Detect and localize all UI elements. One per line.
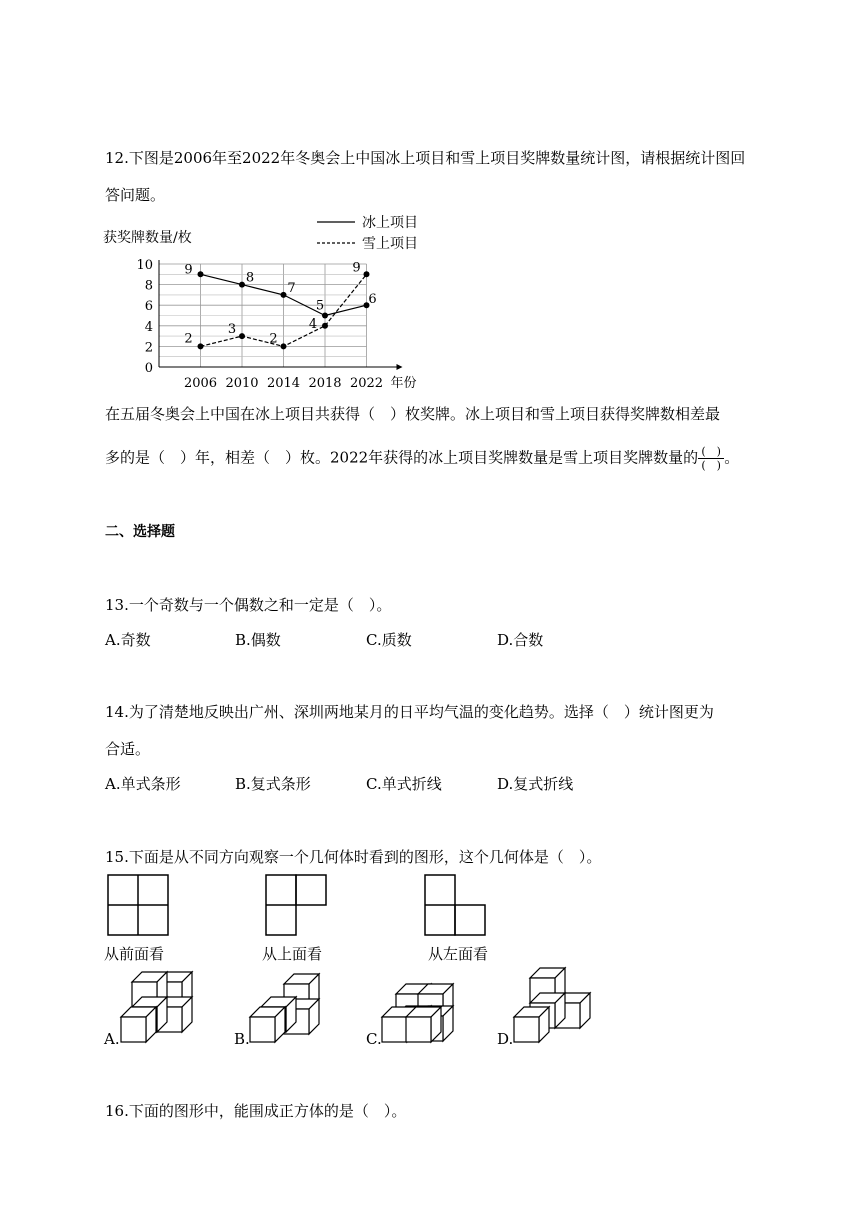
q13-text: 13.一个奇数与一个偶数之和一定是（ ）。 <box>105 596 392 614</box>
legend-label: 雪上项目 <box>362 236 418 252</box>
legend-label: 冰上项目 <box>362 215 418 231</box>
view-label-top: 从上面看 <box>262 945 323 963</box>
data-point <box>198 271 204 277</box>
data-label: 8 <box>245 270 255 286</box>
section-title: 二、选择题 <box>105 524 175 540</box>
q14-text-line2: 合适。 <box>105 740 151 758</box>
data-point <box>239 333 245 339</box>
y-tick-label: 0 <box>144 361 153 376</box>
fraction-denominator: ( ) <box>701 459 721 472</box>
view-label-left: 从左面看 <box>428 945 489 963</box>
data-label: 3 <box>227 322 237 338</box>
data-point <box>322 323 328 329</box>
x-tick-label: 2006 <box>183 376 218 391</box>
line-chart <box>95 210 455 395</box>
data-point <box>239 282 245 288</box>
q12-text-after2-main: 多的是（ ）年，相差（ ）枚。2022年获得的冰上项目奖牌数量是雪上项目奖牌数量的 <box>105 448 699 467</box>
q14-option-c[interactable]: C.单式折线 <box>366 775 442 793</box>
data-point <box>281 343 287 349</box>
fraction-numerator: ( ) <box>701 445 721 458</box>
data-label: 6 <box>368 292 377 308</box>
q16-text: 16.下面的图形中，能围成正方体的是（ ）。 <box>105 1102 407 1120</box>
x-axis-arrow <box>397 364 403 370</box>
x-axis-label: 年份 <box>390 376 417 391</box>
q12-text-line1: 12.下图是2006年至2022年冬奥会上中国冰上项目和雪上项目奖牌数量统计图，请根据统计图回 <box>105 149 746 167</box>
left-view-figure <box>425 875 485 935</box>
data-label: 2 <box>184 331 193 347</box>
data-point <box>281 292 287 298</box>
fraction-blank <box>698 446 724 471</box>
front-view-figure <box>108 875 168 935</box>
q15-option-a[interactable]: A. <box>104 1030 120 1048</box>
solid-option-a-figure <box>121 972 192 1042</box>
q13-option-d[interactable]: D.合数 <box>497 631 544 649</box>
solid-option-c-figure <box>382 984 453 1042</box>
q13-option-b[interactable]: B.偶数 <box>235 631 281 649</box>
q14-option-d[interactable]: D.复式折线 <box>497 775 574 793</box>
q13-option-a[interactable]: A.奇数 <box>105 631 151 649</box>
q15-text: 15.下面是从不同方向观察一个几何体时看到的图形，这个几何体是（ ）。 <box>105 848 602 866</box>
solid-option-d-figure <box>514 968 590 1042</box>
x-tick-label: 2018 <box>308 376 342 391</box>
y-axis-label: 获奖牌数量/枚 <box>103 230 192 246</box>
y-tick-label: 6 <box>144 299 153 315</box>
q12-text-after2 <box>105 446 739 471</box>
q15-option-b[interactable]: B. <box>234 1030 250 1048</box>
data-label: 4 <box>308 316 318 332</box>
y-tick-label: 8 <box>144 278 153 294</box>
q13-option-c[interactable]: C.质数 <box>366 631 412 649</box>
q12-text-after1: 在五届冬奥会上中国在冰上项目共获得（ ）枚奖牌。冰上项目和雪上项目获得奖牌数相差最 <box>105 405 721 423</box>
x-tick-label: 2022 <box>349 376 384 391</box>
x-tick-label: 2010 <box>225 376 259 391</box>
view-label-front: 从前面看 <box>104 945 165 963</box>
data-label: 9 <box>352 260 361 276</box>
data-label: 9 <box>184 262 193 278</box>
top-view-figure <box>266 875 326 935</box>
q12-end-period: 。 <box>724 448 740 467</box>
view-figures <box>100 870 520 940</box>
data-label: 2 <box>269 331 278 347</box>
y-tick-label: 10 <box>136 258 153 273</box>
q14-option-a[interactable]: A.单式条形 <box>105 775 181 793</box>
solid-figures <box>100 962 620 1052</box>
solid-option-b-figure <box>250 974 319 1042</box>
q15-option-d[interactable]: D. <box>497 1030 514 1048</box>
q12-text-line2: 答问题。 <box>105 186 166 204</box>
data-point <box>364 271 370 277</box>
x-tick-label: 2014 <box>266 376 301 391</box>
data-point <box>198 343 204 349</box>
q14-option-b[interactable]: B.复式条形 <box>235 775 311 793</box>
data-label: 7 <box>287 280 296 296</box>
q15-option-c[interactable]: C. <box>366 1030 382 1048</box>
data-label: 5 <box>315 298 325 314</box>
y-tick-label: 4 <box>144 319 153 335</box>
q14-text-line1: 14.为了清楚地反映出广州、深圳两地某月的日平均气温的变化趋势。选择（ ）统计图更为 <box>105 703 714 721</box>
y-tick-label: 2 <box>144 340 153 356</box>
